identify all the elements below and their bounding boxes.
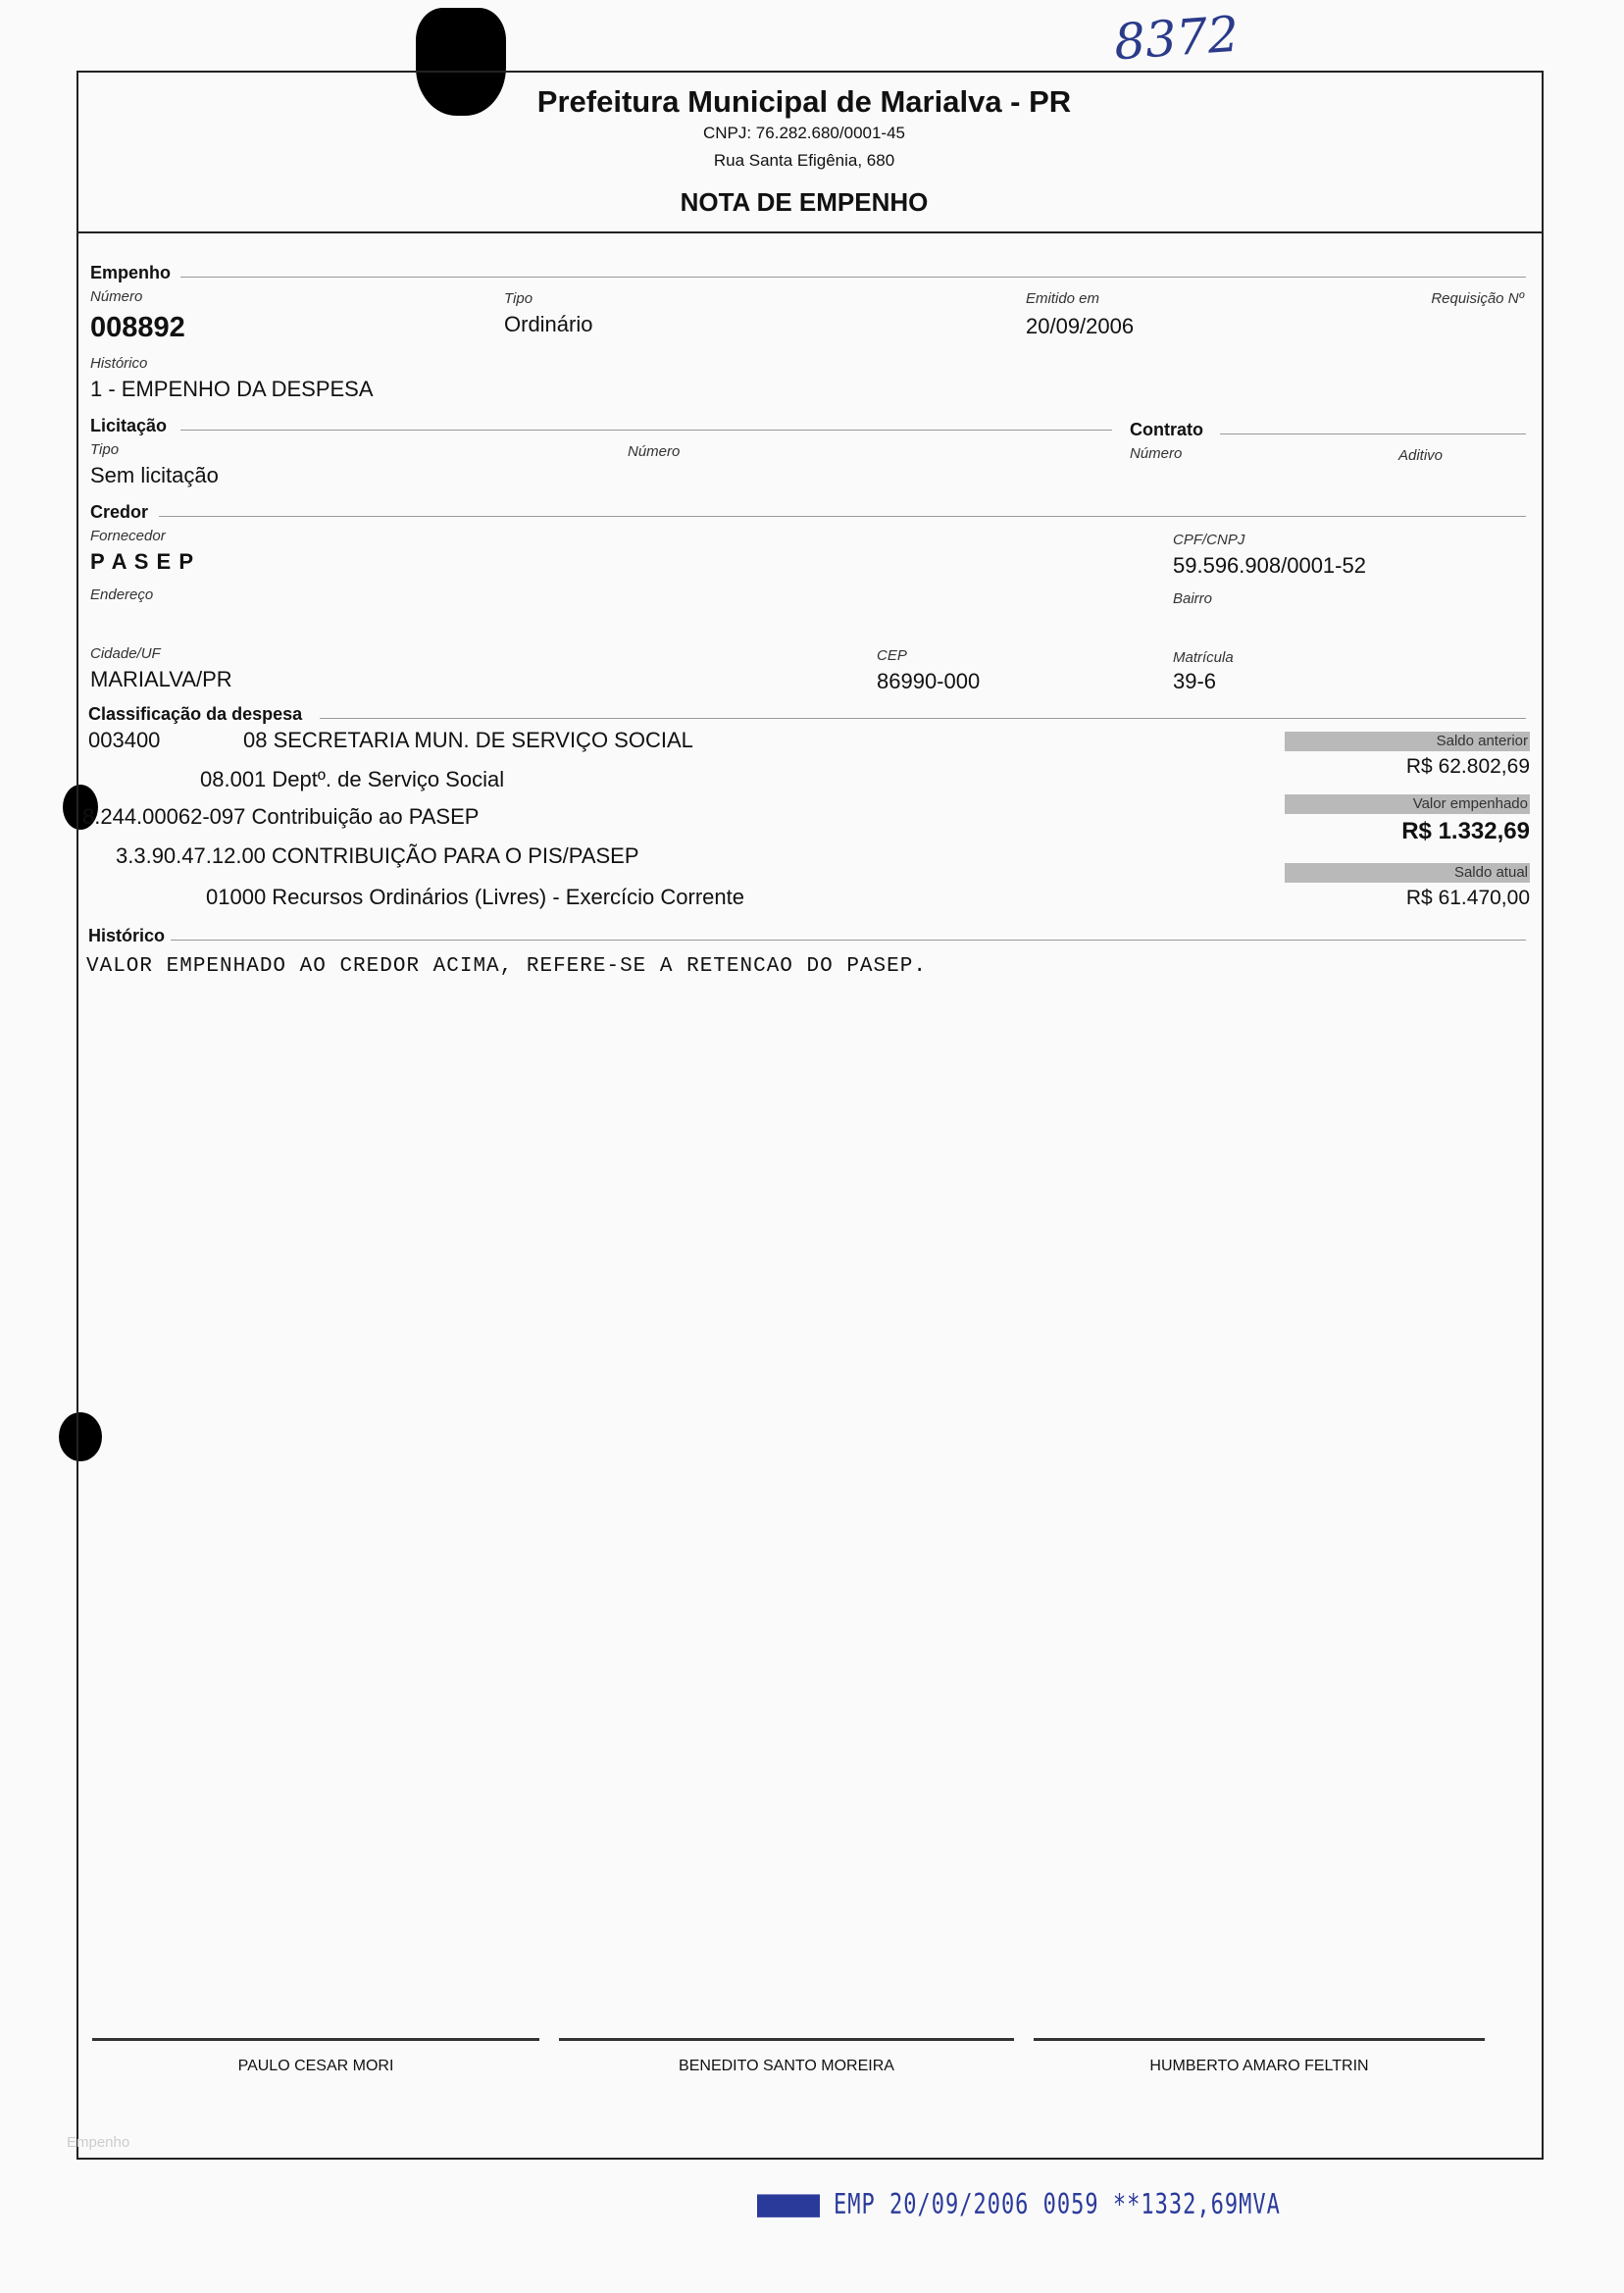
classificacao-line: 01000 Recursos Ordinários (Livres) - Exercício Corrente: [206, 885, 744, 909]
receipt-stamp: [757, 2189, 1281, 2221]
aditivo-label: Aditivo: [1398, 447, 1444, 464]
cpf-value: 59.596.908/0001-52: [1173, 553, 1366, 578]
emitido-value: 20/09/2006: [1026, 314, 1135, 338]
section-licitacao: Licitação: [90, 416, 168, 435]
classificacao-line: 8.244.00062-097 Contribuição ao PASEP: [82, 804, 480, 829]
historico-label: Histórico: [90, 355, 148, 372]
document-title: NOTA DE EMPENHO: [680, 187, 929, 217]
section-credor: Credor: [90, 502, 149, 522]
fornecedor-label: Fornecedor: [90, 528, 166, 544]
classificacao-line: 08.001 Deptº. de Serviço Social: [200, 767, 505, 791]
tipo-label: Tipo: [504, 290, 533, 307]
section-classificacao: Classificação da despesa: [88, 704, 303, 724]
valor-empenhado-value: R$ 1.332,69: [1401, 818, 1530, 844]
classificacao-code: 003400: [88, 728, 161, 752]
cep-value: 86990-000: [877, 669, 981, 693]
section-line: [159, 516, 1526, 517]
licitacao-numero-label: Número: [628, 443, 681, 460]
section-line: [1220, 433, 1526, 434]
licitacao-tipo-value: Sem licitação: [90, 463, 219, 487]
licitacao-tipo-label: Tipo: [90, 441, 120, 458]
classificacao-line: 08 SECRETARIA MUN. DE SERVIÇO SOCIAL: [243, 728, 693, 752]
cpf-label: CPF/CNPJ: [1173, 532, 1245, 548]
stamp-text: EMP 20/09/2006 0059 **1332,69MVA: [834, 2189, 1281, 2221]
section-line: [171, 940, 1526, 941]
classificacao-line: 3.3.90.47.12.00 CONTRIBUIÇÃO PARA O PIS/PASEP: [116, 843, 639, 868]
signature-line: [1034, 2038, 1485, 2041]
cep-label: CEP: [877, 647, 907, 664]
header-cnpj: CNPJ: 76.282.680/0001-45: [702, 124, 906, 142]
section-line: [180, 430, 1112, 431]
signature-line: [559, 2038, 1014, 2041]
header-address: Rua Santa Efigênia, 680: [713, 151, 895, 170]
stamp-logo-icon: [757, 2194, 820, 2217]
footer-faint-label: Empenho: [67, 2134, 130, 2151]
endereco-label: Endereço: [90, 586, 154, 603]
bairro-label: Bairro: [1173, 590, 1213, 607]
numero-label: Número: [90, 288, 143, 305]
saldo-atual-value: R$ 61.470,00: [1405, 887, 1530, 909]
header-divider: [76, 231, 1544, 233]
signature-name: HUMBERTO AMARO FELTRIN: [1149, 2058, 1369, 2074]
page-title: Prefeitura Municipal de Marialva - PR: [536, 84, 1072, 119]
contrato-numero-label: Número: [1130, 445, 1183, 462]
handwritten-annotation: 8372: [1112, 5, 1242, 72]
section-empenho: Empenho: [90, 263, 172, 282]
emitido-label: Emitido em: [1026, 290, 1100, 307]
matricula-value: 39-6: [1173, 669, 1217, 693]
empenho-number: 008892: [90, 312, 185, 343]
section-line: [320, 718, 1526, 719]
historico-text: VALOR EMPENHADO AO CREDOR ACIMA, REFERE-SE A RETENCAO DO PASEP.: [86, 955, 927, 978]
cidade-label: Cidade/UF: [90, 645, 161, 662]
section-historico: Histórico: [88, 926, 166, 945]
signature-name: PAULO CESAR MORI: [237, 2058, 394, 2074]
section-contrato: Contrato: [1130, 420, 1203, 439]
section-line: [180, 277, 1526, 278]
valor-empenhado-label: Valor empenhado: [1285, 794, 1530, 814]
historico-value: 1 - EMPENHO DA DESPESA: [90, 377, 374, 401]
saldo-atual-label: Saldo atual: [1285, 863, 1530, 883]
fornecedor-value: P A S E P: [90, 549, 195, 574]
tipo-value: Ordinário: [504, 312, 593, 336]
signature-name: BENEDITO SANTO MOREIRA: [679, 2058, 894, 2074]
cidade-value: MARIALVA/PR: [90, 667, 232, 691]
requisicao-label: Requisição Nº: [1431, 290, 1524, 307]
saldo-anterior-value: R$ 62.802,69: [1405, 755, 1530, 778]
signature-line: [92, 2038, 539, 2041]
matricula-label: Matrícula: [1173, 649, 1234, 666]
saldo-anterior-label: Saldo anterior: [1285, 732, 1530, 751]
